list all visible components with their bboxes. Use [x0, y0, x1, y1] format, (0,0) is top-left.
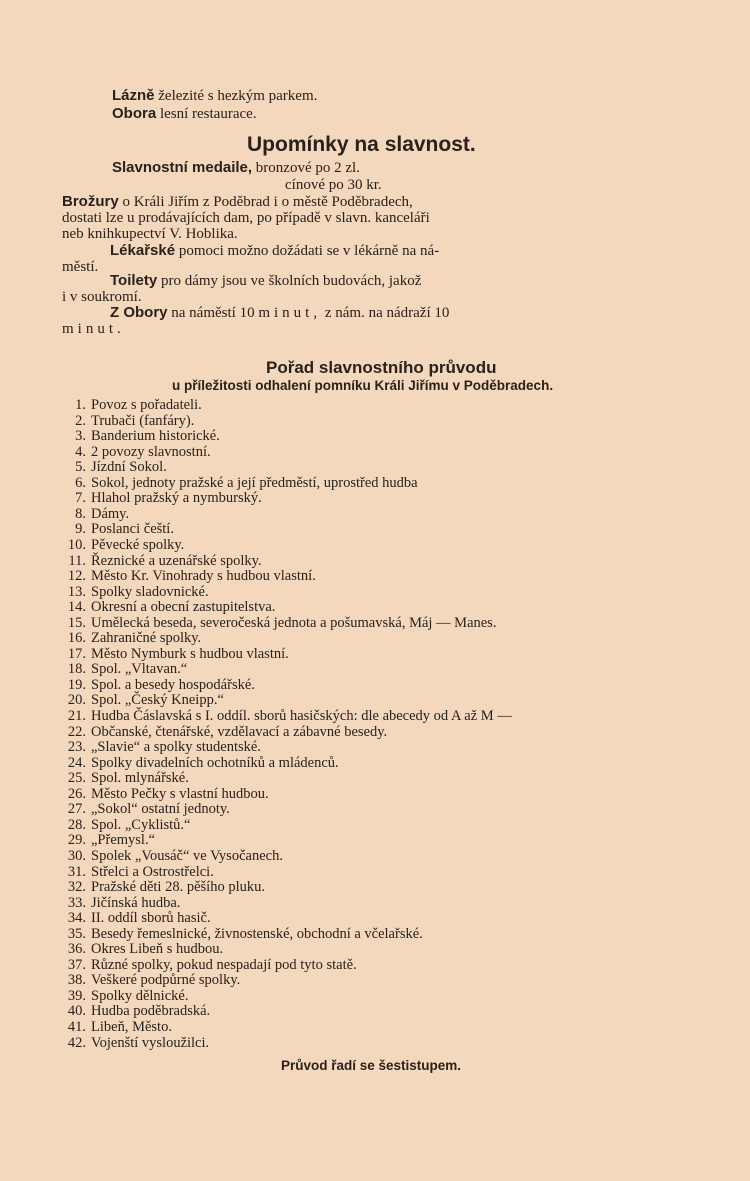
list-item [0, 413, 750, 429]
list-item-number: 34. [67, 910, 86, 926]
list-item [0, 926, 750, 942]
list-item-text: Trubači (fanfáry). [91, 413, 195, 429]
lekarske-line-2: městí. [62, 259, 99, 275]
list-item-number: 13. [67, 584, 86, 600]
list-item-number: 17. [67, 646, 86, 662]
lekarske-line: Lékařské pomoci možno dožádati se v lékárně na ná- [110, 242, 440, 259]
section-title-upominky: Upomínky na slavnost. [247, 133, 476, 156]
list-item [0, 537, 750, 553]
list-item [0, 957, 750, 973]
list-item [0, 941, 750, 957]
list-item-number: 40. [67, 1003, 86, 1019]
list-item-text: Hlahol pražský a nymburský. [91, 490, 262, 506]
list-item [0, 1003, 750, 1019]
list-item [0, 895, 750, 911]
list-item-text: Okresní a obecní zastupitelstva. [91, 599, 276, 615]
list-item-number: 2. [75, 413, 86, 429]
list-item-number: 25. [67, 770, 86, 786]
list-item-text: Spolek „Vousáč“ ve Vysočanech. [91, 848, 283, 864]
toilety-line-2: i v soukromí. [62, 289, 142, 305]
list-item-text: 2 povozy slavnostní. [91, 444, 211, 460]
list-item [0, 801, 750, 817]
list-item [0, 397, 750, 413]
list-item [0, 848, 750, 864]
list-item-text: Spol. „Český Kneipp.“ [91, 692, 224, 708]
list-item-number: 18. [67, 661, 86, 677]
list-item [0, 1019, 750, 1035]
list-item [0, 786, 750, 802]
list-item-number: 19. [67, 677, 86, 693]
list-item-number: 6. [75, 475, 86, 491]
list-item [0, 817, 750, 833]
list-item-text: Pěvecké spolky. [91, 537, 185, 553]
list-item-text: „Sokol“ ostatní jednoty. [91, 801, 230, 817]
list-item [0, 755, 750, 771]
list-item-text: Spol. a besedy hospodářské. [91, 677, 255, 693]
list-item-number: 1. [75, 397, 86, 413]
list-item [0, 490, 750, 506]
list-item [0, 459, 750, 475]
list-item [0, 568, 750, 584]
brozury-line-3: neb knihkupectví V. Hoblika. [62, 226, 238, 242]
list-item-text: Pražské děti 28. pěšího pluku. [91, 879, 265, 895]
list-item-text: Spolky sladovnické. [91, 584, 209, 600]
medaile-line: Slavnostní medaile, bronzové po 2 zl. [112, 159, 360, 176]
list-item-text: II. oddíl sborů hasič. [91, 910, 211, 926]
list-item-number: 9. [75, 521, 86, 537]
list-item [0, 910, 750, 926]
brozury-line-2: dostati lze u prodávajících dam, po případě v slavn. kanceláři [62, 210, 430, 226]
list-item [0, 475, 750, 491]
list-item-number: 28. [67, 817, 86, 833]
list-item-text: Libeň, Město. [91, 1019, 172, 1035]
list-item [0, 879, 750, 895]
list-item [0, 864, 750, 880]
list-item-text: Jičínská hudba. [91, 895, 181, 911]
list-item-text: Okres Libeň s hudbou. [91, 941, 224, 957]
list-item-text: Spol. „Vltavan.“ [91, 661, 188, 677]
list-item-number: 42. [67, 1035, 86, 1051]
list-item [0, 724, 750, 740]
list-item-text: Besedy řemeslnické, živnostenské, obchodní a včelařské. [91, 926, 423, 942]
list-item-text: Povoz s pořadateli. [91, 397, 202, 413]
list-item-number: 30. [67, 848, 86, 864]
list-item [0, 444, 750, 460]
list-item-text: Hudba Čáslavská s I. oddíl. sborů hasičských: dle abecedy od A až M — [91, 708, 512, 724]
list-item-text: Město Pečky s vlastní hudbou. [91, 786, 269, 802]
list-item-text: Vojenští vysloužilci. [91, 1035, 210, 1051]
list-item-text: Občanské, čtenářské, vzdělavací a zábavné besedy. [91, 724, 388, 740]
list-item-number: 21. [67, 708, 86, 724]
list-item-number: 32. [67, 879, 86, 895]
list-item-number: 8. [75, 506, 86, 522]
list-item-text: Město Kr. Vinohrady s hudbou vlastní. [91, 568, 316, 584]
list-item-text: Sokol, jednoty pražské a její předměstí, uprostřed hudba [91, 475, 418, 491]
list-item [0, 506, 750, 522]
list-item [0, 521, 750, 537]
list-item-number: 35. [67, 926, 86, 942]
list-item-number: 24. [67, 755, 86, 771]
list-item-text: Spolky divadelních ochotníků a mládenců. [91, 755, 339, 771]
list-item-text: Střelci a Ostrostřelci. [91, 864, 214, 880]
list-item-number: 22. [67, 724, 86, 740]
procession-footer: Průvod řadí se šestistupem. [281, 1058, 462, 1073]
list-item-number: 4. [75, 444, 86, 460]
list-item-text: Spolky dělnické. [91, 988, 189, 1004]
section-subtitle-porad: u příležitosti odhalení pomníku Králi Jiřímu v Poděbradech. [172, 378, 554, 393]
list-item-number: 41. [67, 1019, 86, 1035]
list-item [0, 630, 750, 646]
list-item-number: 39. [67, 988, 86, 1004]
list-item [0, 739, 750, 755]
list-item [0, 677, 750, 693]
list-item-number: 31. [67, 864, 86, 880]
list-item-text: „Přemysl.“ [91, 832, 156, 848]
list-item [0, 599, 750, 615]
section-title-porad: Pořad slavnostního průvodu [266, 358, 497, 377]
list-item [0, 972, 750, 988]
list-item [0, 615, 750, 631]
brozury-line: Brožury o Králi Jiřím z Poděbrad i o městě Poděbradech, [62, 193, 413, 210]
list-item-number: 12. [67, 568, 86, 584]
list-item-text: Jízdní Sokol. [91, 459, 167, 475]
list-item-number: 33. [67, 895, 86, 911]
list-item [0, 553, 750, 569]
list-item-text: Dámy. [91, 506, 130, 522]
list-item [0, 832, 750, 848]
list-item-text: Poslanci čeští. [91, 521, 174, 537]
list-item-number: 15. [67, 615, 86, 631]
toilety-line: Toilety pro dámy jsou ve školních budovách, jakož [110, 272, 422, 289]
list-item [0, 1035, 750, 1051]
list-item-text: Banderium historické. [91, 428, 220, 444]
list-item-text: Město Nymburk s hudbou vlastní. [91, 646, 289, 662]
list-item [0, 661, 750, 677]
list-item-number: 14. [67, 599, 86, 615]
list-item [0, 988, 750, 1004]
list-item-text: Hudba poděbradská. [91, 1003, 211, 1019]
intro-obora: Obora lesní restaurace. [112, 105, 257, 122]
list-item [0, 646, 750, 662]
list-item-number: 5. [75, 459, 86, 475]
list-item-number: 20. [67, 692, 86, 708]
list-item-text: „Slavie“ a spolky studentské. [91, 739, 261, 755]
list-item-text: Umělecká beseda, severočeská jednota a pošumavská, Máj — Manes. [91, 615, 497, 631]
list-item-number: 37. [67, 957, 86, 973]
medaile-line-2: cínové po 30 kr. [285, 177, 382, 193]
intro-lazne: Lázně železité s hezkým parkem. [112, 87, 318, 104]
list-item-number: 3. [75, 428, 86, 444]
list-item-text: Řeznické a uzenářské spolky. [91, 553, 262, 569]
list-item-number: 7. [75, 490, 86, 506]
list-item-text: Veškeré podpůrné spolky. [91, 972, 241, 988]
list-item-number: 36. [67, 941, 86, 957]
list-item-number: 27. [67, 801, 86, 817]
list-item-text: Různé spolky, pokud nespadají pod tyto statě. [91, 957, 357, 973]
list-item-number: 23. [67, 739, 86, 755]
obory-line-2: minut. [62, 321, 125, 337]
list-item-number: 38. [67, 972, 86, 988]
list-item [0, 708, 750, 724]
list-item-number: 11. [68, 553, 86, 569]
list-item-number: 10. [67, 537, 86, 553]
list-item [0, 428, 750, 444]
list-item-number: 16. [67, 630, 86, 646]
list-item [0, 770, 750, 786]
list-item-text: Zahraničné spolky. [91, 630, 202, 646]
list-item [0, 692, 750, 708]
list-item [0, 584, 750, 600]
list-item-text: Spol. „Cyklistů.“ [91, 817, 191, 833]
list-item-number: 29. [67, 832, 86, 848]
list-item-number: 26. [67, 786, 86, 802]
list-item-text: Spol. mlynářské. [91, 770, 189, 786]
obory-line: Z Obory na náměstí 10 minut, z nám. na nádraží 10 [110, 304, 450, 321]
